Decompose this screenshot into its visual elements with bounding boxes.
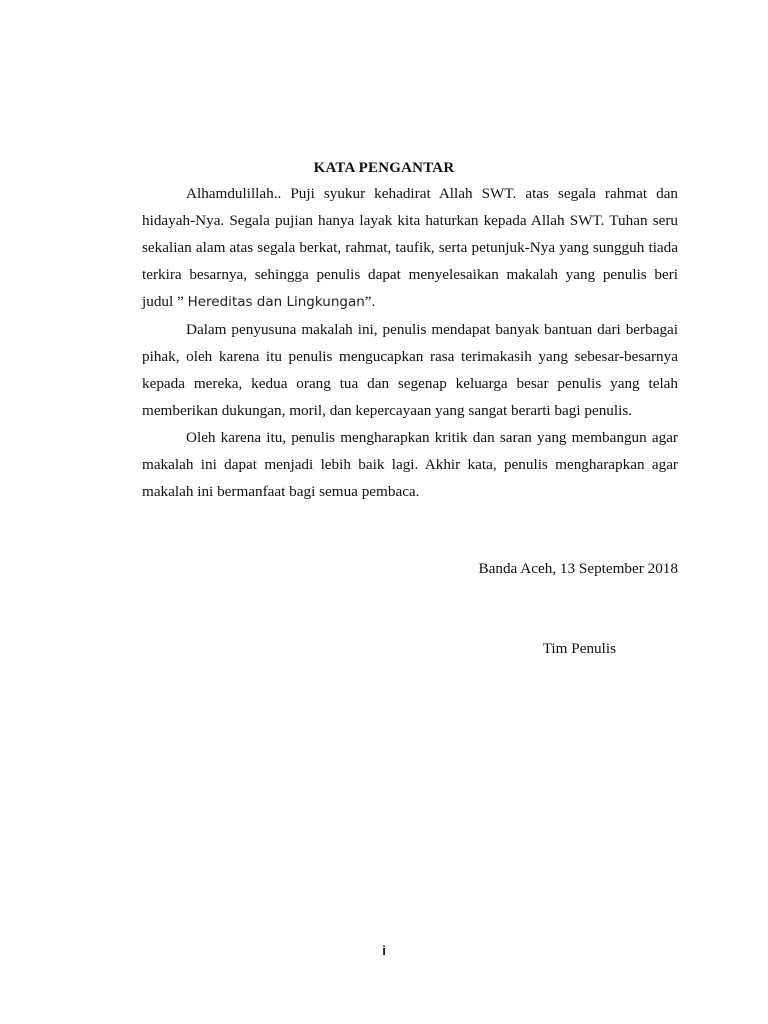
paragraph-3: Oleh karena itu, penulis mengharapkan kritik dan saran yang membangun agar makalah ini dapat menjadi lebih baik lagi. Akhir kata, penulis mengharapkan agar makalah ini bermanfaat bagi semua pembaca. (142, 429, 678, 500)
paragraph-1 (142, 180, 678, 316)
paragraph-1-closing: ”. (364, 293, 376, 310)
place-date: Banda Aceh, 13 September 2018 (478, 560, 678, 577)
author-signature: Tim Penulis (542, 640, 616, 657)
page-number: i (382, 943, 386, 958)
document-title: KATA PENGANTAR (313, 160, 455, 176)
paragraph-1-text: Alhamdulillah.. Puji syukur kehadirat Allah SWT. atas segala rahmat dan hidayah-Nya. Segala pujian hanya layak kita haturkan kepada Allah SWT. Tuhan seru sekalian alam atas segala berkat, rahmat, taufik, serta petunjuk-Nya yang sungguh tiada terkira besarnya, sehingga penulis dapat menyelesaikan makalah yang penulis beri judul ” (142, 185, 678, 310)
document-body (142, 180, 678, 505)
work-title: Hereditas dan Lingkungan (187, 294, 365, 310)
paragraph-2: Dalam penyusuna makalah ini, penulis mendapat banyak bantuan dari berbagai pihak, oleh karena itu penulis mengucapkan rasa terimakasih yang sebesar-besarnya kepada mereka, kedua orang tua dan segenap keluarga besar penulis yang telah memberikan dukungan, moril, dan kepercayaan yang sangat berarti bagi penulis. (142, 321, 678, 419)
